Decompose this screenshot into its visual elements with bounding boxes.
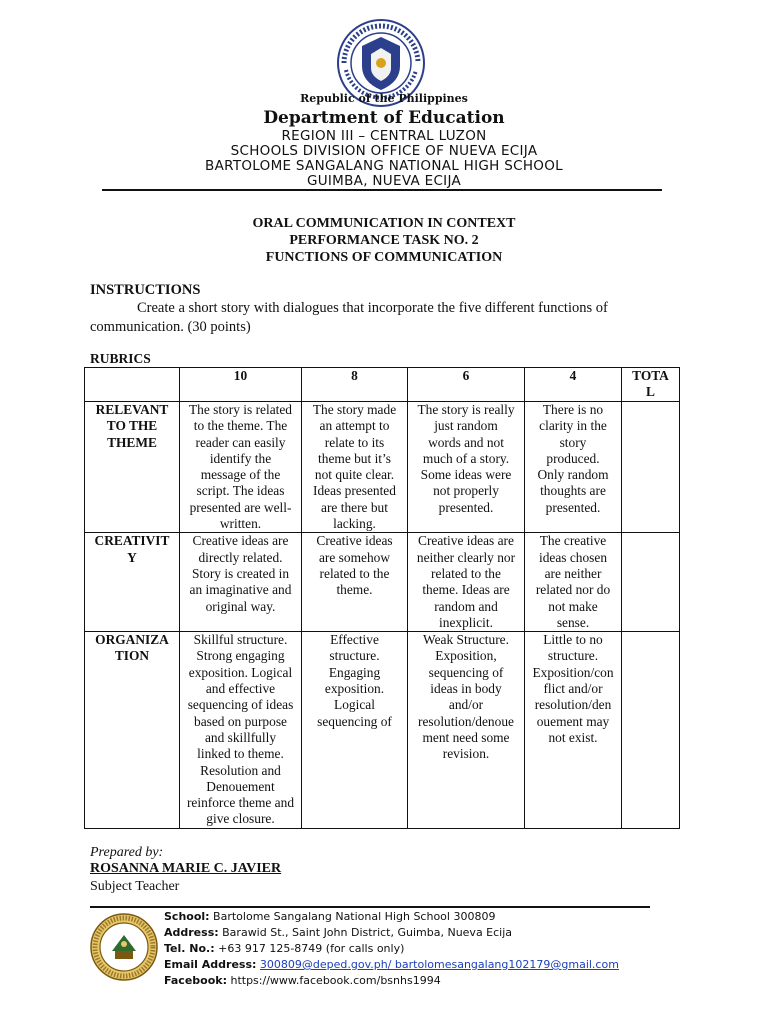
organization-score-4: Little to no structure. Exposition/con flict and/or resolution/den ouement may not exist. xyxy=(525,632,622,829)
relevance-total xyxy=(622,402,680,533)
rubric-header-criterion xyxy=(85,368,180,402)
rubric-row-organization xyxy=(85,632,680,829)
teacher-position: Subject Teacher xyxy=(90,879,180,894)
title-line-1: ORAL COMMUNICATION IN CONTEXT xyxy=(252,216,516,231)
footer-facebook: Facebook: https://www.facebook.com/bsnhs1994 xyxy=(164,974,441,987)
creativity-score-4: The creative ideas chosen are neither related nor do not make sense. xyxy=(525,533,622,632)
rubric-row-creativity xyxy=(85,533,680,632)
rubric-header-total: TOTA L xyxy=(622,368,680,402)
teacher-name: ROSANNA MARIE C. JAVIER xyxy=(90,861,282,876)
criterion-creativity: CREATIVIT Y xyxy=(85,533,180,632)
title-line-3: FUNCTIONS OF COMMUNICATION xyxy=(265,250,503,265)
email-link[interactable]: 300809@deped.gov.ph/ bartolomesangalang102179@gmail.com xyxy=(259,958,619,971)
rubric-header-row xyxy=(85,368,680,402)
relevance-score-8: The story made an attempt to relate to its theme but it’s not quite clear. Ideas presented are there but lacking. xyxy=(302,402,408,533)
creativity-score-8: Creative ideas are somehow related to the theme. xyxy=(302,533,408,632)
relevance-score-4: There is no clarity in the story produced. Only random thoughts are presented. xyxy=(525,402,622,533)
rubric-header-4: 4 xyxy=(525,368,622,402)
relevance-score-10: The story is related to the theme. The reader can easily identify the message of the script. The ideas presented are well- written. xyxy=(180,402,302,533)
school-seal-logo xyxy=(90,913,158,981)
relevance-score-6: The story is really just random words and not much of a story. Some ideas were not properly presented. xyxy=(408,402,525,533)
criterion-relevance: RELEVANT TO THE THEME xyxy=(85,402,180,533)
creativity-score-6: Creative ideas are neither clearly nor related to the theme. Ideas are random and inexplicit. xyxy=(408,533,525,632)
rubric-header-8: 8 xyxy=(302,368,408,402)
organization-score-10: Skillful structure. Strong engaging exposition. Logical and effective sequencing of ideas based on purpose and skillfully linked to theme. Resolution and Denouement reinforce theme and give closure. xyxy=(180,632,302,829)
department-name: Department of Education xyxy=(263,108,505,128)
prepared-by-label: Prepared by: xyxy=(90,845,164,860)
instructions-line-1: Create a short story with dialogues that incorporate the five different functions of xyxy=(137,300,608,316)
title-line-2: PERFORMANCE TASK NO. 2 xyxy=(289,233,479,248)
region-line: REGION III – CENTRAL LUZON xyxy=(281,128,487,144)
location-line: GUIMBA, NUEVA ECIJA xyxy=(306,173,462,189)
footer-school: School: Bartolome Sangalang National High School 300809 xyxy=(164,910,496,923)
footer-divider xyxy=(90,906,650,908)
creativity-total xyxy=(622,533,680,632)
footer-email: Email Address: 300809@deped.gov.ph/ bartolomesangalang102179@gmail.com xyxy=(164,958,619,971)
rubric-header-10: 10 xyxy=(180,368,302,402)
instructions-line-2: communication. (30 points) xyxy=(90,319,251,335)
criterion-organization: ORGANIZA TION xyxy=(85,632,180,829)
school-line: BARTOLOME SANGALANG NATIONAL HIGH SCHOOL xyxy=(205,158,563,174)
rubric-table xyxy=(84,367,680,829)
header-divider xyxy=(102,189,662,191)
rubric-row-relevance xyxy=(85,402,680,533)
footer-address: Address: Barawid St., Saint John District, Guimba, Nueva Ecija xyxy=(164,926,513,939)
division-line: SCHOOLS DIVISION OFFICE OF NUEVA ECIJA xyxy=(230,143,538,159)
organization-score-8: Effective structure. Engaging exposition. Logical sequencing of xyxy=(302,632,408,829)
republic-line: Republic of the Philippines xyxy=(300,92,468,105)
footer-tel: Tel. No.: +63 917 125-8749 (for calls only) xyxy=(164,942,405,955)
rubrics-heading: RUBRICS xyxy=(90,351,151,366)
organization-score-6: Weak Structure. Exposition, sequencing of ideas in body and/or resolution/denoue ment need some revision. xyxy=(408,632,525,829)
rubric-header-6: 6 xyxy=(408,368,525,402)
instructions-heading: INSTRUCTIONS xyxy=(90,282,201,298)
organization-total xyxy=(622,632,680,829)
creativity-score-10: Creative ideas are directly related. Story is created in an imaginative and original way. xyxy=(180,533,302,632)
